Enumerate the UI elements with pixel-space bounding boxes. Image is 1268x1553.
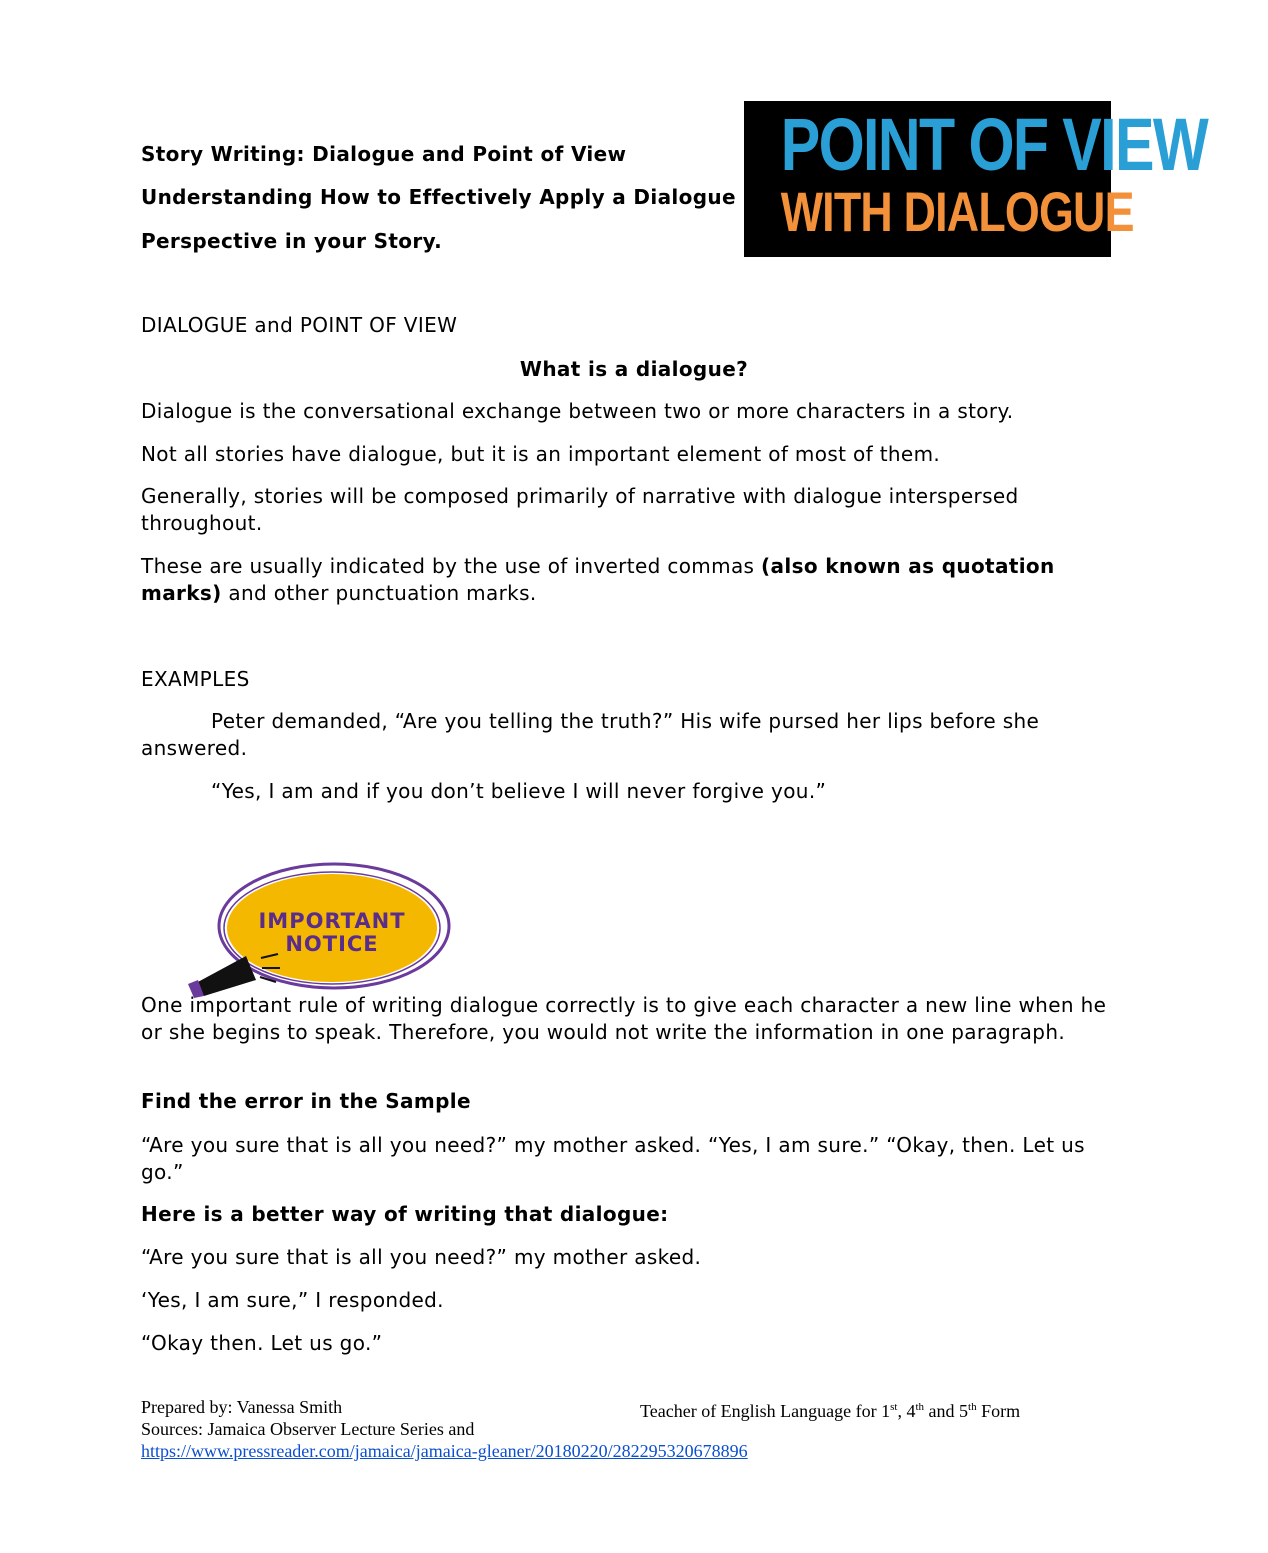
better-line-3: “Okay then. Let us go.” xyxy=(141,1331,383,1355)
para4-text-a: These are usually indicated by the use of inverted commas xyxy=(141,554,762,578)
sample-text: “Are you sure that is all you need?” my mother asked. “Yes, I am sure.” “Okay, then. Let us go.” xyxy=(141,1133,1085,1184)
better-line-2: ‘Yes, I am sure,” I responded. xyxy=(141,1288,444,1312)
question-heading: What is a dialogue? xyxy=(519,357,749,381)
footer-sources: Sources: Jamaica Observer Lecture Series and xyxy=(141,1419,475,1439)
notice-line-1: IMPORTANT xyxy=(258,909,406,933)
important-notice-megaphone-image xyxy=(186,858,456,998)
paragraph-rule: One important rule of writing dialogue correctly is to give each character a new line when he or she begins to speak. Therefore, you would not write the information in one paragraph. xyxy=(141,993,1107,1044)
better-heading: Here is a better way of writing that dialogue: xyxy=(141,1202,669,1226)
banner-line-1: POINT OF VIEW xyxy=(780,103,1208,186)
notice-line-2: NOTICE xyxy=(285,932,379,956)
paragraph-definition: Dialogue is the conversational exchange between two or more characters in a story. xyxy=(141,399,1014,423)
paragraph-narrative: Generally, stories will be composed primarily of narrative with dialogue interspersed throughout. xyxy=(141,484,1019,535)
pressreader-link[interactable]: https://www.pressreader.com/jamaica/jamaica-gleaner/20180220/282295320678896 xyxy=(141,1441,748,1461)
footer-link-container xyxy=(141,1440,748,1462)
document-subtitle-line-2: Perspective in your Story. xyxy=(141,229,443,253)
paragraph-not-all-stories: Not all stories have dialogue, but it is an important element of most of them. xyxy=(141,442,941,466)
document-subtitle-line-1: Understanding How to Effectively Apply a Dialogue xyxy=(141,185,736,209)
footer-prepared-by: Prepared by: Vanessa Smith xyxy=(141,1397,343,1417)
point-of-view-banner-image xyxy=(744,101,1208,257)
document-title: Story Writing: Dialogue and Point of View xyxy=(141,142,627,166)
footer-teacher: Teacher of English Language for 1st, 4th and 5th Form xyxy=(640,1401,1021,1421)
section-heading: DIALOGUE and POINT OF VIEW xyxy=(141,313,458,337)
sample-heading: Find the error in the Sample xyxy=(141,1089,471,1113)
better-line-1: “Are you sure that is all you need?” my mother asked. xyxy=(141,1245,702,1269)
examples-heading: EXAMPLES xyxy=(141,667,250,691)
example-1: Peter demanded, “Are you telling the truth?” His wife pursed her lips before she answered. xyxy=(141,709,1040,760)
para4-bold: (also known as quotation marks) xyxy=(141,554,1055,605)
example-2: “Yes, I am and if you don’t believe I will never forgive you.” xyxy=(211,779,827,803)
paragraph-inverted-commas xyxy=(141,553,1121,607)
para4-text-b: and other punctuation marks. xyxy=(221,581,537,605)
banner-line-2: WITH DIALOGUE xyxy=(780,180,1134,243)
